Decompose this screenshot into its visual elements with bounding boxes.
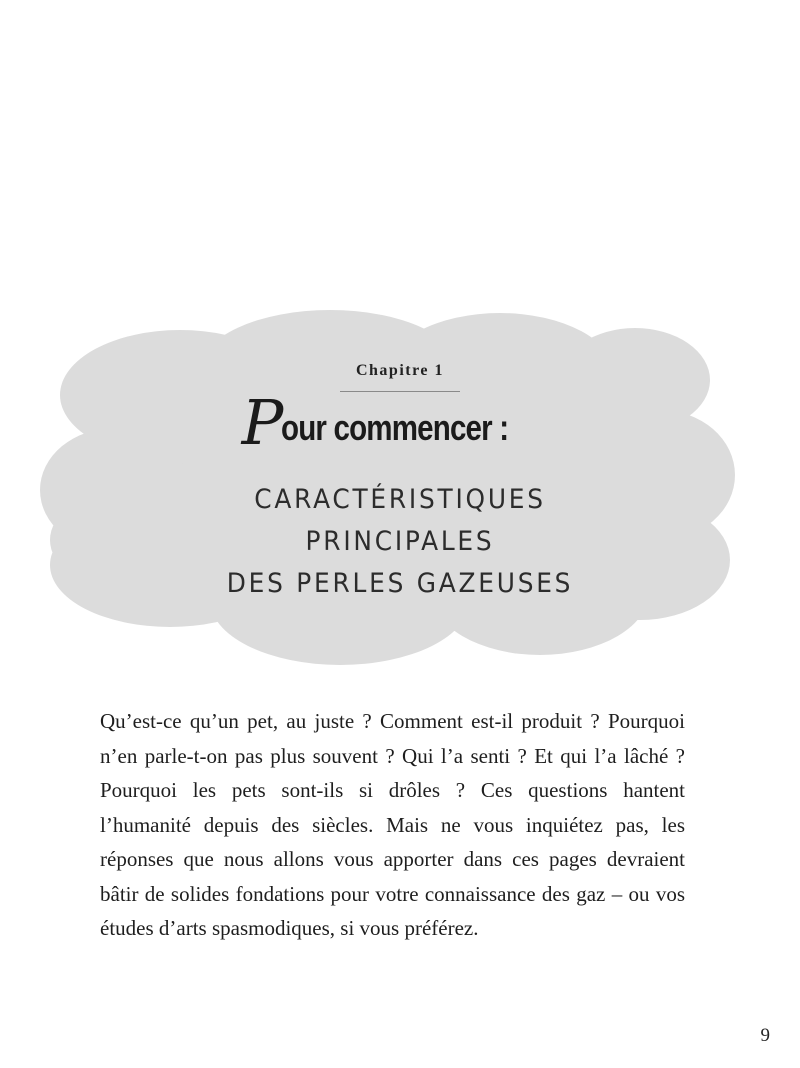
- chapter-subtitle-line-2: PRINCIPALES: [305, 526, 495, 557]
- page-number: 9: [760, 1025, 770, 1046]
- chapter-subtitle-line-3: DES PERLES GAZEUSES: [226, 568, 574, 599]
- body-paragraph: Qu’est-ce qu’un pet, au juste ? Comment est-il produit ? Pourquoi n’en parle-t-on pas plus souvent ? Qui l’a senti ? Et qui l’a lâché ? Pourquoi les pets sont-ils si drôles ? Ces questions hantent l’humanité depuis des siècles. Mais ne vous inquiétez pas, les réponses que nous allons vous apporter dans ces pages devraient bâtir de solides fondations pour votre connaissance des gaz – ou vos études d’arts spasmodiques, si vous préférez.: [100, 709, 685, 940]
- chapter-title-text: our commencer :: [281, 407, 509, 448]
- chapter-title: [0, 386, 800, 459]
- chapter-title-initial: P: [241, 386, 284, 459]
- chapter-subtitle-line-1: CARACTÉRISTIQUES: [254, 484, 546, 515]
- chapter-label: Chapitre 1: [355, 362, 445, 379]
